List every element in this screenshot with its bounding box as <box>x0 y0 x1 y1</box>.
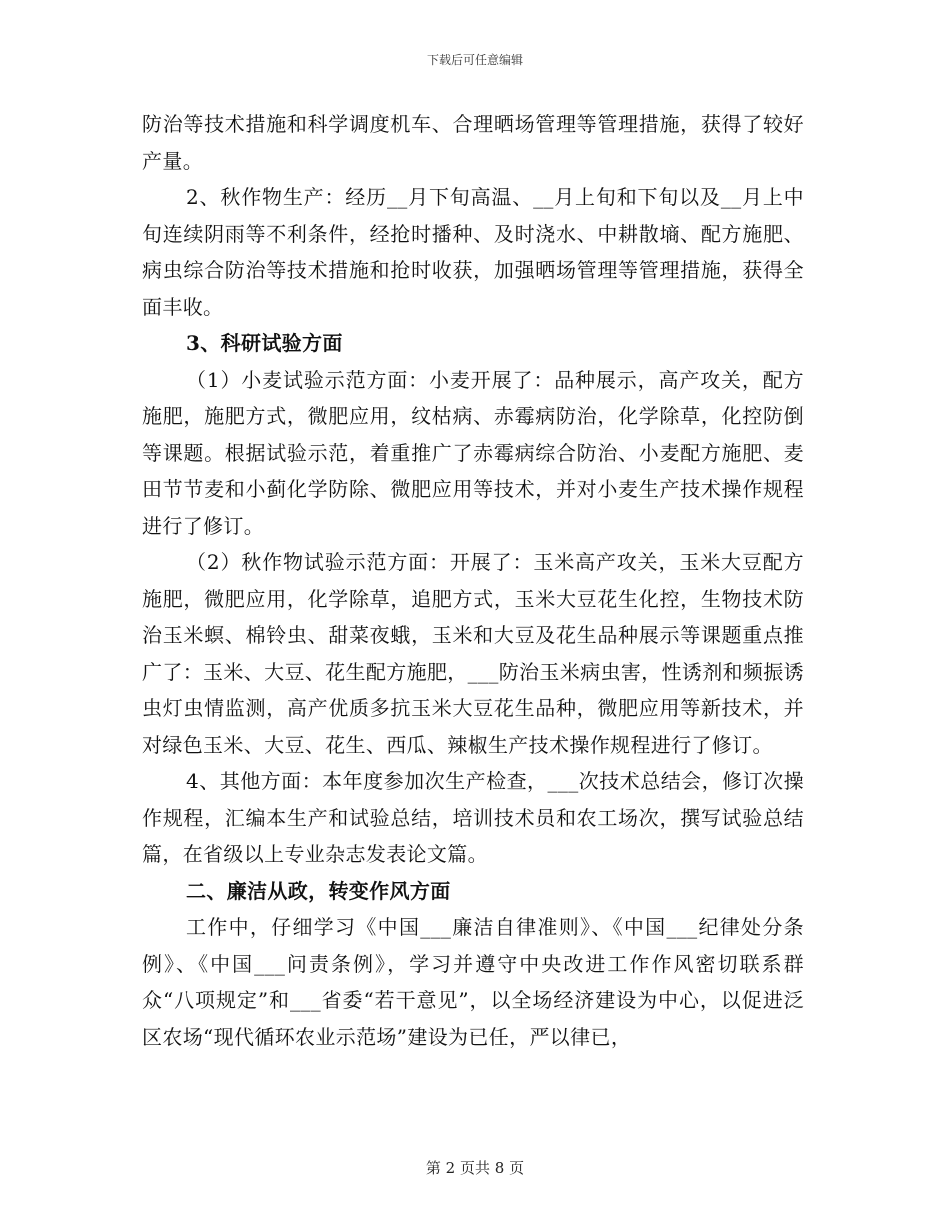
paragraph-autumn-crop-production: 2、秋作物生产：经历__月下旬高温、__月上旬和下旬以及__月上中旬连续阴雨等不利条件，经抢时播种、及时浇水、中耕散墒、配方施肥、病虫综合防治等技术措施和抢时收获，加强晒场管理等管理措施，获得全面丰收。 <box>142 185 804 319</box>
paragraph-integrity-work: 工作中，仔细学习《中国___廉洁自律准则》、《中国___纪律处分条例》、《中国___问责条例》，学习并遵守中央改进工作作风密切联系群众“八项规定”和___省委“若干意见”，以全场经济建设为中心，以促进泛区农场“现代循环农业示范场”建设为已任，严以律已， <box>142 915 804 1049</box>
page-footer: 第 2 页共 8 页 <box>425 1159 525 1177</box>
section-heading-research-trials: 3、科研试验方面 <box>186 331 343 355</box>
section-heading-integrity: 二、廉洁从政，转变作风方面 <box>186 878 451 903</box>
document-body <box>142 106 804 1055</box>
paragraph-wheat-trials: （1）小麦试验示范方面：小麦开展了：品种展示，高产攻关，配方施肥，施肥方式，微肥应用，纹枯病、赤霉病防治，化学除草，化控防倒等课题。根据试验示范，着重推广了赤霉病综合防治、小麦配方施肥、麦田节节麦和小蓟化学防除、微肥应用等技术，并对小麦生产技术操作规程进行了修订。 <box>142 367 804 538</box>
paragraph-continuation: 防治等技术措施和科学调度机车、合理晒场管理等管理措施，获得了较好产量。 <box>142 112 804 173</box>
page-header: 下载后可任意编辑 <box>426 53 523 67</box>
paragraph-other-aspects: 4、其他方面：本年度参加次生产检查，___次技术总结会，修订次操作规程，汇编本生产和试验总结，培训技术员和农工场次，撰写试验总结篇，在省级以上专业杂志发表论文篇。 <box>142 769 804 866</box>
paragraph-autumn-crop-trials: （2）秋作物试验示范方面：开展了：玉米高产攻关，玉米大豆配方施肥，微肥应用，化学除草，追肥方式，玉米大豆花生化控，生物技术防治玉米螟、棉铃虫、甜菜夜蛾，玉米和大豆及花生品种展示等课题重点推广了：玉米、大豆、花生配方施肥，___防治玉米病虫害，性诱剂和频振诱虫灯虫情监测，高产优质多抗玉米大豆花生品种，微肥应用等新技术，并对绿色玉米、大豆、花生、西瓜、辣椒生产技术操作规程进行了修订。 <box>142 550 804 757</box>
